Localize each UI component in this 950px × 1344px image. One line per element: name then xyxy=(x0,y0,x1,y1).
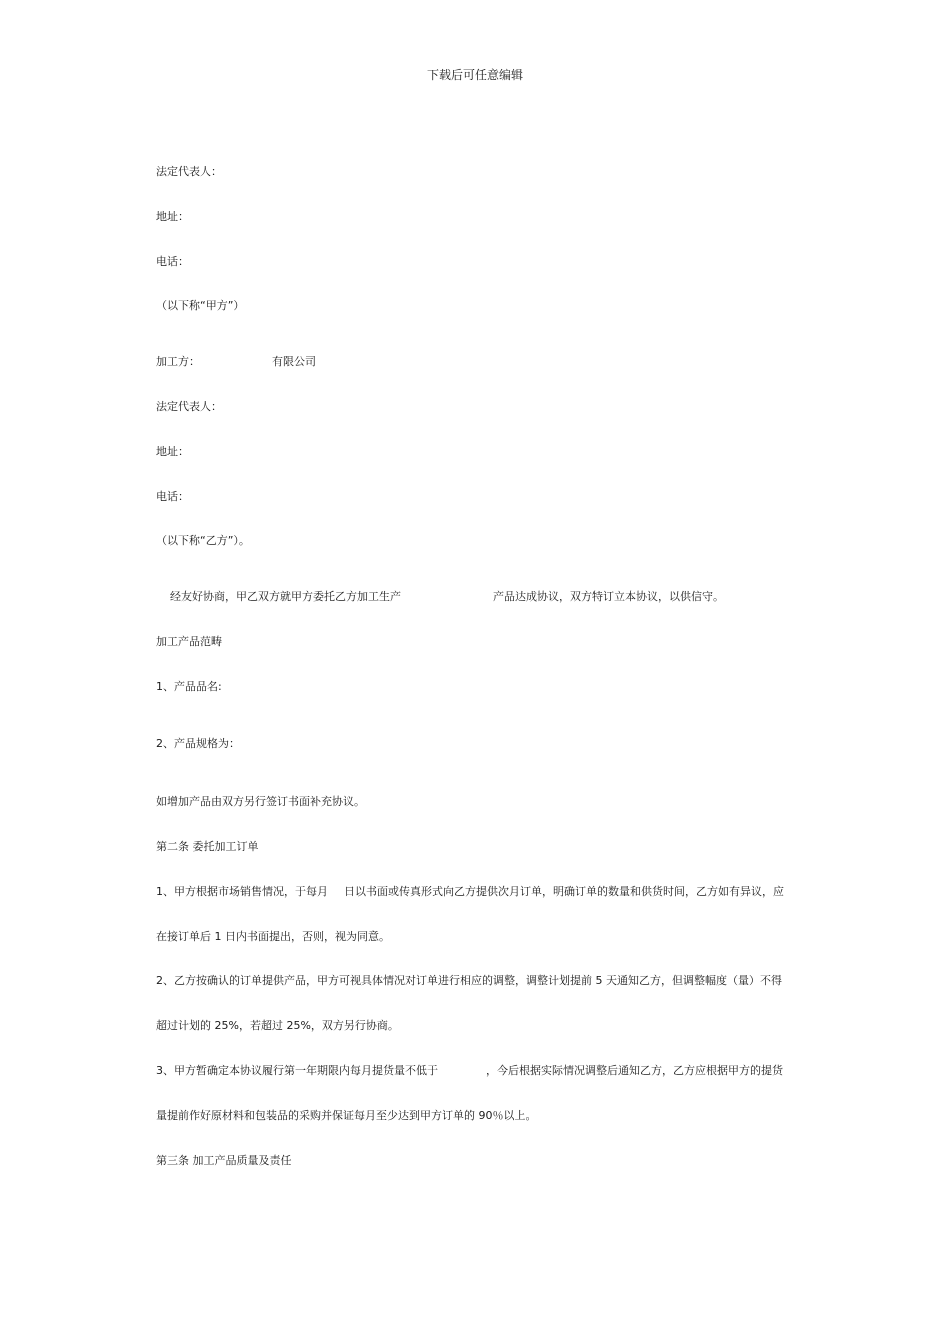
party-b-phone: 电话： xyxy=(156,490,189,503)
section1-title: 加工产品范畴 xyxy=(156,635,222,648)
party-a-phone: 电话： xyxy=(156,255,189,268)
section2-item1-b: 日以书面或传真形式向乙方提供次月订单，明确订单的数量和供货时间，乙方如有异议，应 xyxy=(344,885,784,898)
party-b-alias: （以下称“乙方”）。 xyxy=(156,534,250,547)
intro-part2: 产品达成协议，双方特订立本协议，以供信守。 xyxy=(493,590,724,603)
party-b-legal-rep: 法定代表人： xyxy=(156,400,222,413)
section2-item2-line1: 2、乙方按确认的订单提供产品，甲方可视具体情况对订单进行相应的调整，调整计划提前 5 天通知乙方，但调整幅度（量）不得 xyxy=(156,974,782,987)
party-b-company-suffix: 有限公司 xyxy=(272,355,316,368)
section2-item1-a: 1、甲方根据市场销售情况，于每月 xyxy=(156,885,328,898)
section2-item3-line2: 量提前作好原材料和包装品的采购并保证每月至少达到甲方订单的 90％以上。 xyxy=(156,1109,537,1122)
party-a-legal-rep: 法定代表人： xyxy=(156,165,222,178)
party-b-address: 地址： xyxy=(156,445,189,458)
section2-item1 xyxy=(156,885,784,899)
party-b-label: 加工方： xyxy=(156,355,200,368)
party-b-label-line xyxy=(156,355,316,369)
section2-item3-a: 3、甲方暂确定本协议履行第一年期限内每月提货量不低于 xyxy=(156,1064,438,1077)
section2-item2-line2: 超过计划的 25%，若超过 25%，双方另行协商。 xyxy=(156,1019,399,1032)
section2-item1-line2: 在接订单后 1 日内书面提出，否则，视为同意。 xyxy=(156,930,390,943)
section1-item1: 1、产品品名: xyxy=(156,680,222,693)
section2-title: 第二条 委托加工订单 xyxy=(156,840,259,853)
intro-paragraph xyxy=(170,590,724,604)
section1-item2: 2、产品规格为： xyxy=(156,737,240,750)
party-a-alias: （以下称“甲方”） xyxy=(156,299,245,312)
party-a-address: 地址： xyxy=(156,210,189,223)
section3-title: 第三条 加工产品质量及责任 xyxy=(156,1154,292,1167)
section2-item3-b: ，今后根据实际情况调整后通知乙方，乙方应根据甲方的提货 xyxy=(486,1064,783,1077)
section2-item3 xyxy=(156,1064,783,1078)
section1-note: 如增加产品由双方另行签订书面补充协议。 xyxy=(156,795,365,808)
intro-part1: 经友好协商，甲乙双方就甲方委托乙方加工生产 xyxy=(170,590,401,603)
page-header: 下载后可任意编辑 xyxy=(426,68,523,82)
